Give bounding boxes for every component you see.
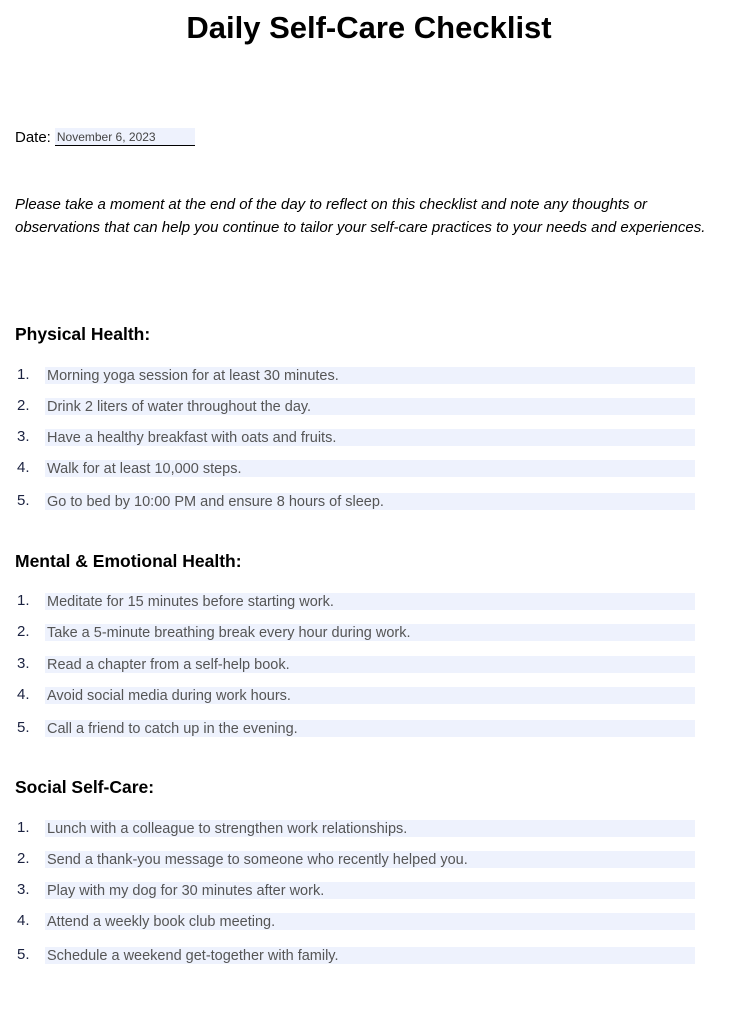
list-item: [0, 397, 738, 417]
intro-text: Please take a moment at the end of the day to reflect on this checklist and note any thoughts or observations that can help you continue to tailor your self-care practices to your needs and experiences.: [15, 196, 706, 236]
list-item: [0, 850, 738, 870]
item-field[interactable]: [45, 398, 695, 415]
list-item: [0, 366, 738, 386]
item-number: 2.: [17, 850, 30, 867]
list-item: [0, 912, 738, 932]
item-number: 5.: [17, 492, 30, 509]
list-item: [0, 946, 738, 966]
item-field[interactable]: [45, 367, 695, 384]
item-field[interactable]: [45, 624, 695, 641]
item-field[interactable]: [45, 851, 695, 868]
item-number: 3.: [17, 428, 30, 445]
list-item: [0, 459, 738, 479]
item-field[interactable]: [45, 460, 695, 477]
item-number: 5.: [17, 946, 30, 963]
item-number: 4.: [17, 459, 30, 476]
item-number: 4.: [17, 686, 30, 703]
item-number: 1.: [17, 366, 30, 383]
section-title-physical-health: Physical Health:: [15, 324, 151, 344]
item-field[interactable]: [45, 687, 695, 704]
item-field[interactable]: [45, 720, 695, 737]
item-field[interactable]: [45, 429, 695, 446]
list-item: [0, 623, 738, 643]
item-number: 3.: [17, 881, 30, 898]
date-label: Date:: [15, 129, 51, 146]
item-field[interactable]: [45, 593, 695, 610]
section-title-social-self-care: Social Self-Care:: [15, 777, 155, 797]
item-field[interactable]: [45, 882, 695, 899]
item-number: 1.: [17, 819, 30, 836]
list-item: [0, 686, 738, 706]
item-number: 2.: [17, 623, 30, 640]
list-item: [0, 428, 738, 448]
item-number: 4.: [17, 912, 30, 929]
item-field[interactable]: [45, 820, 695, 837]
list-item: [0, 492, 738, 512]
date-field[interactable]: [55, 128, 195, 146]
item-field[interactable]: [45, 947, 695, 964]
section-title-mental-emotional-health: Mental & Emotional Health:: [15, 551, 242, 571]
list-item: [0, 719, 738, 739]
date-row: [15, 128, 195, 146]
item-field[interactable]: [45, 493, 695, 510]
list-item: [0, 655, 738, 675]
list-item: [0, 819, 738, 839]
item-number: 5.: [17, 719, 30, 736]
item-field[interactable]: [45, 913, 695, 930]
item-field[interactable]: [45, 656, 695, 673]
item-number: 1.: [17, 592, 30, 609]
page-title: Daily Self-Care Checklist: [186, 10, 552, 45]
item-number: 3.: [17, 655, 30, 672]
list-item: [0, 592, 738, 612]
list-item: [0, 881, 738, 901]
item-number: 2.: [17, 397, 30, 414]
